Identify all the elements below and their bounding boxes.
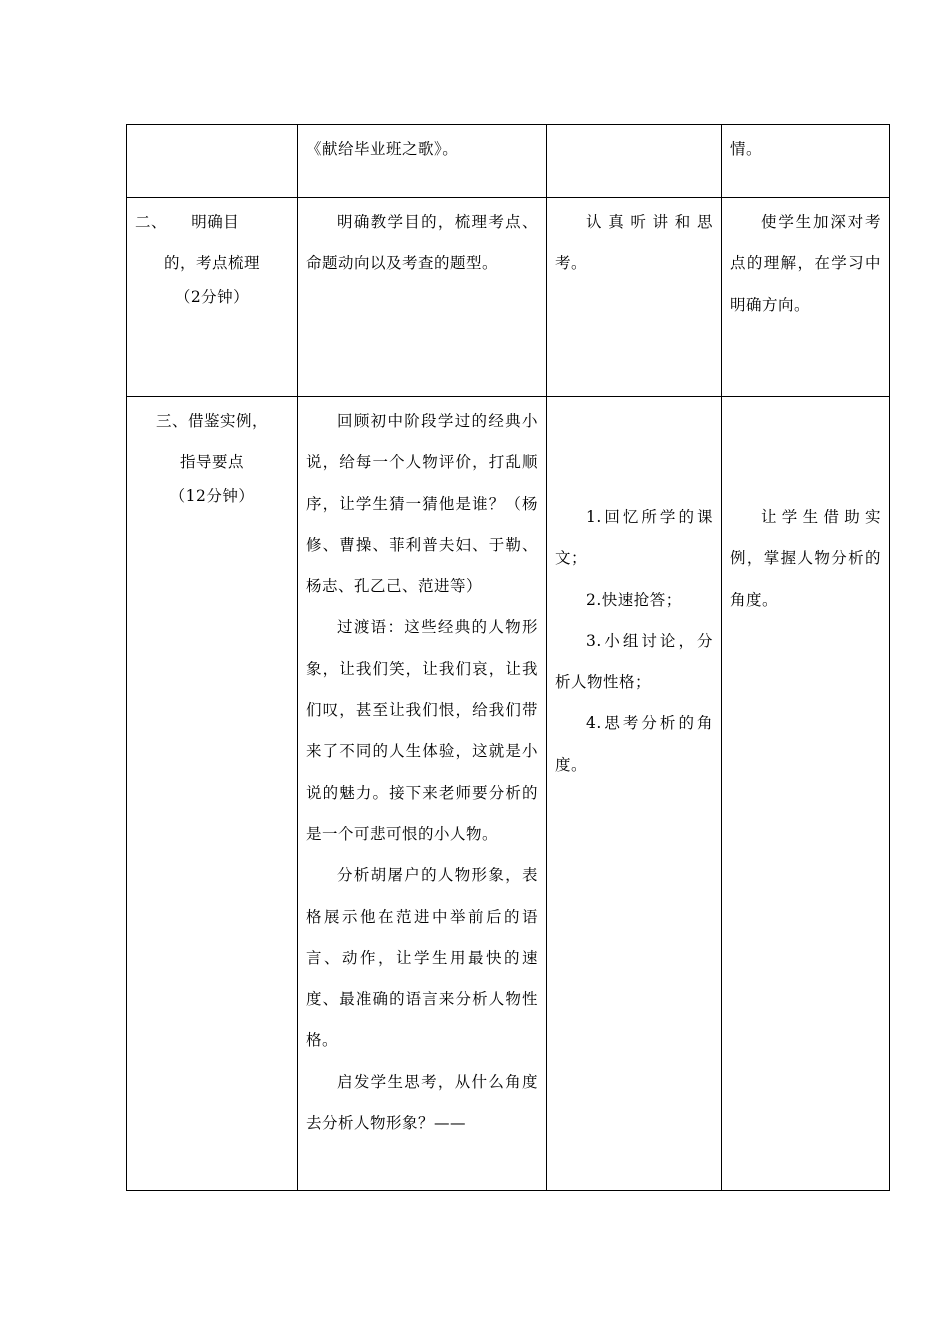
stage-text: 三、借鉴实例，	[155, 412, 268, 430]
teacher-text: 启发学生思考，从什么角度去分析人物形象？——	[306, 1072, 538, 1133]
teacher-text: 分析胡屠户的人物形象，表格展示他在范进中举前后的语言、动作，让学生用最快的速度、最准确的语言来分析人物性格。	[306, 866, 538, 1050]
table-row	[127, 125, 890, 198]
stage-cell	[127, 125, 298, 198]
student-text: 认真听讲和思考。	[555, 213, 713, 273]
stage-text: 的，考点梳理	[163, 254, 260, 273]
student-activity-cell	[547, 198, 722, 397]
teacher-activity-cell	[298, 397, 547, 1191]
student-text: 4.思考分析的角度。	[555, 714, 713, 774]
teacher-text: 回顾初中阶段学过的经典小说，给每一个人物评价，打乱顺序，让学生猜一猜他是谁？（杨修、曹操、菲利普夫妇、于勒、杨志、孔乙己、范进等）	[306, 412, 538, 596]
purpose-cell	[722, 125, 890, 198]
stage-text: （12分钟）	[169, 486, 255, 505]
stage-text: 指导要点	[179, 453, 244, 472]
teacher-activity-cell	[298, 125, 547, 198]
table-row	[127, 198, 890, 397]
teacher-activity-cell	[298, 198, 547, 397]
stage-text: 二、 明确目	[135, 213, 240, 231]
stage-text: （2分钟）	[174, 287, 250, 306]
purpose-text: 情。	[730, 140, 763, 158]
purpose-cell	[722, 198, 890, 397]
student-text: 1.回忆所学的课文；	[555, 508, 713, 568]
purpose-cell	[722, 397, 890, 1191]
teacher-text: 明确教学目的，梳理考点、命题动向以及考查的题型。	[306, 213, 538, 273]
teacher-text: 《献给毕业班之歌》。	[306, 140, 459, 158]
lesson-plan-table	[126, 124, 890, 1191]
table-row	[127, 397, 890, 1191]
stage-cell	[127, 397, 298, 1191]
purpose-text: 让学生借助实例，掌握人物分析的角度。	[730, 508, 881, 609]
student-activity-cell	[547, 125, 722, 198]
student-text: 3.小组讨论，分析人物性格；	[555, 631, 713, 692]
purpose-text: 使学生加深对考点的理解，在学习中明确方向。	[730, 213, 881, 314]
student-text: 2.快速抢答；	[586, 590, 682, 609]
stage-cell	[127, 198, 298, 397]
teacher-text: 过渡语：这些经典的人物形象，让我们笑，让我们哀，让我们叹，甚至让我们恨，给我们带来了不同的人生体验，这就是小说的魅力。接下来老师要分析的是一个可悲可恨的小人物。	[306, 618, 538, 843]
student-activity-cell	[547, 397, 722, 1191]
